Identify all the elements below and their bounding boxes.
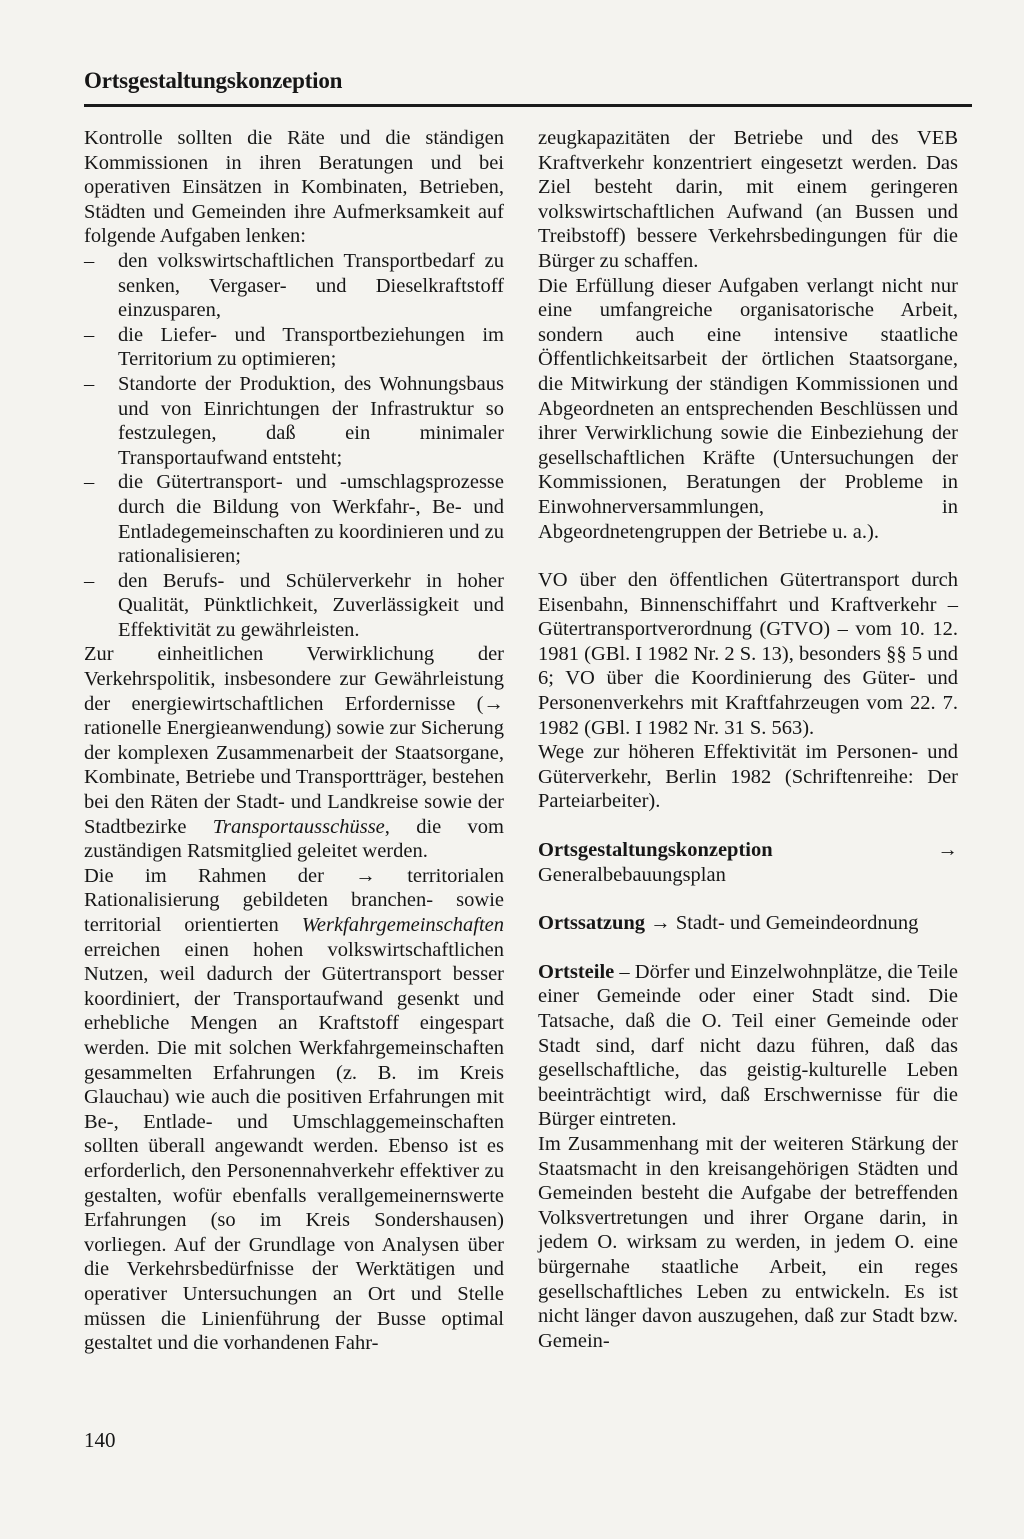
- right-column: [538, 126, 958, 1353]
- paragraph: Im Zusammenhang mit der weiteren Stärkung der Staatsmacht in den kreisangehörigen Städten und Gemeinden besteht die Aufgabe der betreffenden Volksvertretungen und ihrer Organe darin, in jedem O. wirksam zu werden, in jedem O. eine bürgernahe staatliche Arbeit, ein reges gesellschaftliches Leben zu entwickeln. Es ist nicht länger davon auszugehen, daß zur Stadt bzw. Gemein-: [538, 1132, 958, 1352]
- left-column: [84, 126, 504, 1356]
- list-item: – die Liefer- und Transportbeziehungen im Territorium zu optimieren;: [84, 323, 504, 372]
- task-list: [84, 249, 504, 643]
- running-header: Ortsgestaltungskonzeption: [84, 68, 343, 93]
- list-item: – den Berufs- und Schülerverkehr in hoher Qualität, Pünktlichkeit, Zuverlässigkeit und Effektivität zu gewährleisten.: [84, 569, 504, 643]
- list-item: – die Gütertransport- und -umschlagsprozesse durch die Bildung von Werkfahr-, Be- und Entladegemeinschaften zu koordinieren und zu rationalisieren;: [84, 470, 504, 568]
- header-rule: [84, 104, 972, 107]
- paragraph: Kontrolle sollten die Räte und die ständigen Kommissionen in ihren Beratungen und bei operativen Einsätzen in Kombinaten, Betrieben, Städten und Gemeinden ihre Aufmerksamkeit auf folgende Aufgaben lenken:: [84, 127, 504, 248]
- dictionary-entry: Ortsgestaltungskonzeption → Generalbebauungsplan: [538, 839, 958, 886]
- dictionary-entry: Ortssatzung → Stadt- und Gemeindeordnung: [538, 912, 919, 935]
- paragraph: zeugkapazitäten der Betriebe und des VEB Kraftverkehr konzentriert eingesetzt werden. Das Ziel besteht darin, mit einem geringeren volkswirtschaftlichen Aufwand (an Bussen und Treibstoff) bessere Verkehrsbedingungen für die Bürger zu schaffen.: [538, 127, 958, 272]
- paragraph: Die im Rahmen der → territorialen Rationalisierung gebildeten branchen- sowie territorial orientierten Werkfahrgemeinschaften erreichen einen hohen volkswirtschaftlichen Nutzen, weil dadurch der Gütertransport besser koordiniert, der Transportaufwand gesenkt und erhebliche Mengen an Kraftstoff eingespart werden. Die mit solchen Werkfahrgemeinschaften gesammelten Erfahrungen (z. B. im Kreis Glauchau) wie auch die positiven Erfahrungen mit Be-, Entlade- und Umschlaggemeinschaften sollten überall angewandt werden. Ebenso ist es erforderlich, den Personennahverkehr effektiver zu gestalten, wofür ebenfalls verallgemeinernswerte Erfahrungen (so im Kreis Sondershausen) vorliegen. Auf der Grundlage von Analysen über die Verkehrsbedürfnisse der Werktätigen und operativer Untersuchungen an Ort und Stelle müssen die Linienführung der Busse optimal gestaltet und die vorhandenen Fahr-: [84, 864, 504, 1355]
- emphasis: Transportausschüsse: [212, 815, 385, 838]
- list-item: – Standorte der Produktion, des Wohnungsbaus und von Einrichtungen der Infrastruktur so festzulegen, daß ein minimaler Transportaufwand entsteht;: [84, 372, 504, 470]
- paragraph: Zur einheitlichen Verwirklichung der Verkehrspolitik, insbesondere zur Gewährleistung der energiewirtschaftlichen Erfordernisse (→ rationelle Energieanwendung) sowie zur Sicherung der komplexen Zusammenarbeit der Staatsorgane, Kombinate, Betriebe und Transportträger, bestehen bei den Räten der Stadt- und Landkreise sowie der Stadtbezirke Transportausschüsse, die vom zuständigen Ratsmitglied geleitet werden.: [84, 643, 504, 863]
- list-item: – den volkswirtschaftlichen Transportbedarf zu senken, Vergaser- und Dieselkraftstoff einzusparen,: [84, 249, 504, 323]
- reference: VO über den öffentlichen Gütertransport durch Eisenbahn, Binnenschiffahrt und Kraftverkehr – Gütertransportverordnung (GTVO) – vom 10. 12. 1981 (GBl. I 1982 Nr. 2 S. 13), besonders §§ 5 und 6; VO über die Koordinierung des Güter- und Personenverkehrs mit Kraftfahrzeugen vom 22. 7. 1982 (GBl. I 1982 Nr. 31 S. 563).: [538, 569, 958, 739]
- paragraph: Die Erfüllung dieser Aufgaben verlangt nicht nur eine umfangreiche organisatorische Arbeit, sondern auch eine intensive staatliche Öffentlichkeitsarbeit der örtlichen Staatsorgane, die Mitwirkung der ständigen Kommissionen und Abgeordneten an entsprechenden Beschlüssen und ihrer Verwirklichung sowie die Einbeziehung der gesellschaftlichen Kräfte (Untersuchungen der Kommissionen, Beratungen der Probleme in Einwohnerversammlungen, in Abgeordnetengruppen der Betriebe u. a.).: [538, 274, 958, 543]
- reference: Wege zur höheren Effektivität im Personen- und Güterverkehr, Berlin 1982 (Schriftenreihe: Der Parteiarbeiter).: [538, 741, 958, 813]
- entry-headword: Ortsteile: [538, 960, 615, 983]
- page-number: 140: [84, 1428, 116, 1452]
- emphasis: Werkfahrgemeinschaften: [301, 914, 504, 936]
- dictionary-entry: Ortsteile – Dörfer und Einzelwohnplätze, die Teile einer Gemeinde oder einer Stadt sind. Die Tatsache, daß die O. Teil einer Gemeinde oder Stadt sind, darf nicht dazu führen, daß das gesellschaftliche, das geistig-kulturelle Leben beeinträchtigt wird, daß Erschwernisse für die Bürger eintreten.: [538, 960, 958, 1131]
- entry-headword: Ortsgestaltungskonzeption: [538, 839, 773, 862]
- entry-headword: Ortssatzung: [538, 912, 646, 935]
